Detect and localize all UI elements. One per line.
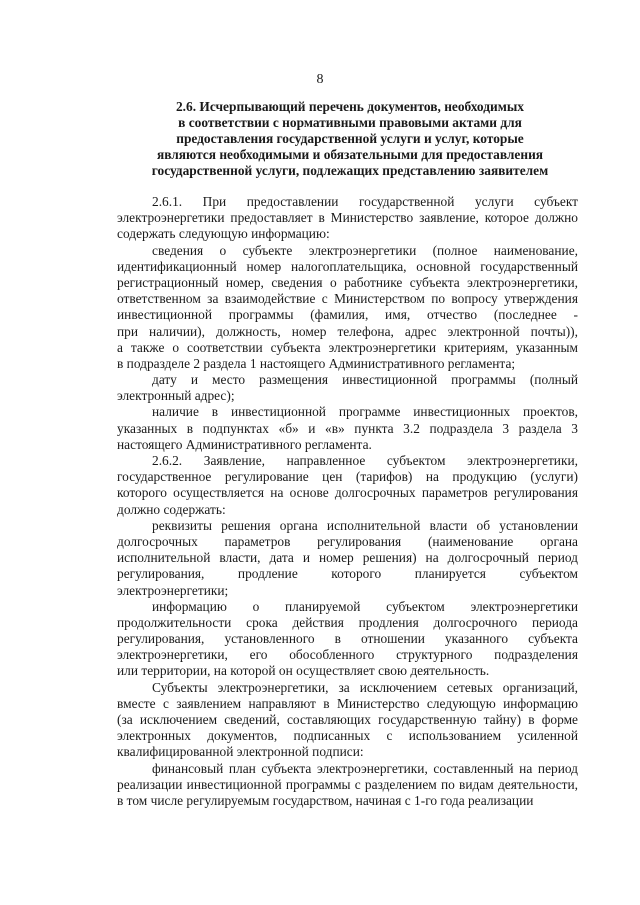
text-line: дату и место размещения инвестиционной программы (полный <box>152 372 578 388</box>
paragraph <box>117 680 578 761</box>
text-line: квалифицированной электронной подписи: <box>117 744 364 760</box>
paragraph <box>117 372 578 404</box>
text-line: инвестиционной программы (фамилия, имя, отчество (последнее - <box>117 307 578 323</box>
text-line: в том числе регулируемым государством, начиная с 1-го года реализации <box>117 792 534 808</box>
text-line: указанных в подпунктах «б» и «в» пункта 3.2 подраздела 3 раздела 3 <box>117 420 578 436</box>
text-line: при наличии), должность, номер телефона, адрес электронной почты)), <box>117 323 578 339</box>
text-line: информацию о планируемой субъектом электроэнергетики <box>152 598 578 614</box>
heading-line: являются необходимыми и обязательными для предоставления <box>156 147 544 162</box>
page-number: 8 <box>316 72 324 87</box>
heading-line: 2.6. Исчерпывающий перечень документов, необходимых <box>175 99 524 114</box>
text-line: вместе с заявлением направляют в Министерство следующую информацию <box>117 695 578 711</box>
section-heading <box>150 99 550 179</box>
text-line: или территории, на которой он осуществляет свою деятельность. <box>117 663 490 679</box>
paragraph <box>117 453 578 518</box>
text-line: ответственном за взаимодействие с Министерством по вопросу утверждения <box>117 291 578 307</box>
paragraph <box>117 404 578 453</box>
text-line: электронный адрес); <box>117 388 235 404</box>
paragraph <box>117 194 578 243</box>
paragraph <box>117 761 578 810</box>
document-body <box>117 194 578 809</box>
paragraph <box>117 243 578 373</box>
text-line: должно содержать: <box>117 501 226 517</box>
text-line: электроэнергетики предоставляет в Министерство заявление, которое должно <box>117 210 578 226</box>
text-line: (за исключением сведений, составляющих государственную тайну) в форме <box>117 712 578 727</box>
heading-line: предоставления государственной услуги и услуг, которые <box>176 131 524 146</box>
text-line: регистрационный номер, сведения о работнике субъекта электроэнергетики, <box>117 274 578 290</box>
text-line: сведения о субъекте электроэнергетики (полное наименование, <box>152 242 578 258</box>
text-line: настоящего Административного регламента. <box>117 436 372 452</box>
text-line: реквизиты решения органа исполнительной власти об установлении <box>152 517 578 533</box>
text-line: регулирования, установленного в отношении указанного субъекта <box>117 631 578 647</box>
text-line: содержать следующую информацию: <box>117 226 330 242</box>
text-line: электроэнергетики; <box>117 582 229 598</box>
text-line: финансовый план субъекта электроэнергетики, составленный на период <box>152 760 578 776</box>
text-line: 2.6.2. Заявление, направленное субъектом электроэнергетики, <box>152 453 578 468</box>
heading-line: в соответствии с нормативными правовыми актами для <box>178 115 522 130</box>
text-line: Субъекты электроэнергетики, за исключением сетевых организаций, <box>152 679 578 695</box>
text-line: которого осуществляется на основе долгосрочных параметров регулирования <box>117 485 578 501</box>
text-line: в подразделе 2 раздела 1 настоящего Административного регламента; <box>117 355 516 371</box>
text-line: исполнительной власти, дата и номер решения) на долгосрочный период <box>117 550 578 566</box>
text-line: электроэнергетики, его обособленного структурного подразделения <box>117 647 578 663</box>
text-line: электронных документов, подписанных с использованием усиленной <box>117 728 578 744</box>
text-line: регулирования, продление которого планируется субъектом <box>117 566 578 582</box>
heading-line: государственной услуги, подлежащих представлению заявителем <box>151 163 549 178</box>
paragraph <box>117 599 578 680</box>
text-line: а также о соответствии субъекта электроэнергетики критериям, указанным <box>117 339 578 355</box>
text-line: реализации инвестиционной программы с разделением по видам деятельности, <box>117 776 578 792</box>
text-line: 2.6.1. При предоставлении государственной услуги субъект <box>152 194 578 209</box>
text-line: идентификационный номер налогоплательщика, основной государственный <box>117 258 578 274</box>
text-line: наличие в инвестиционной программе инвестиционных проектов, <box>152 404 578 420</box>
paragraph <box>117 518 578 599</box>
text-line: долгосрочных параметров регулирования (наименование органа <box>117 533 578 549</box>
text-line: государственное регулирование цен (тарифов) на продукцию (услуги) <box>117 469 578 485</box>
text-line: продолжительности срока действия продления долгосрочного периода <box>117 614 578 630</box>
